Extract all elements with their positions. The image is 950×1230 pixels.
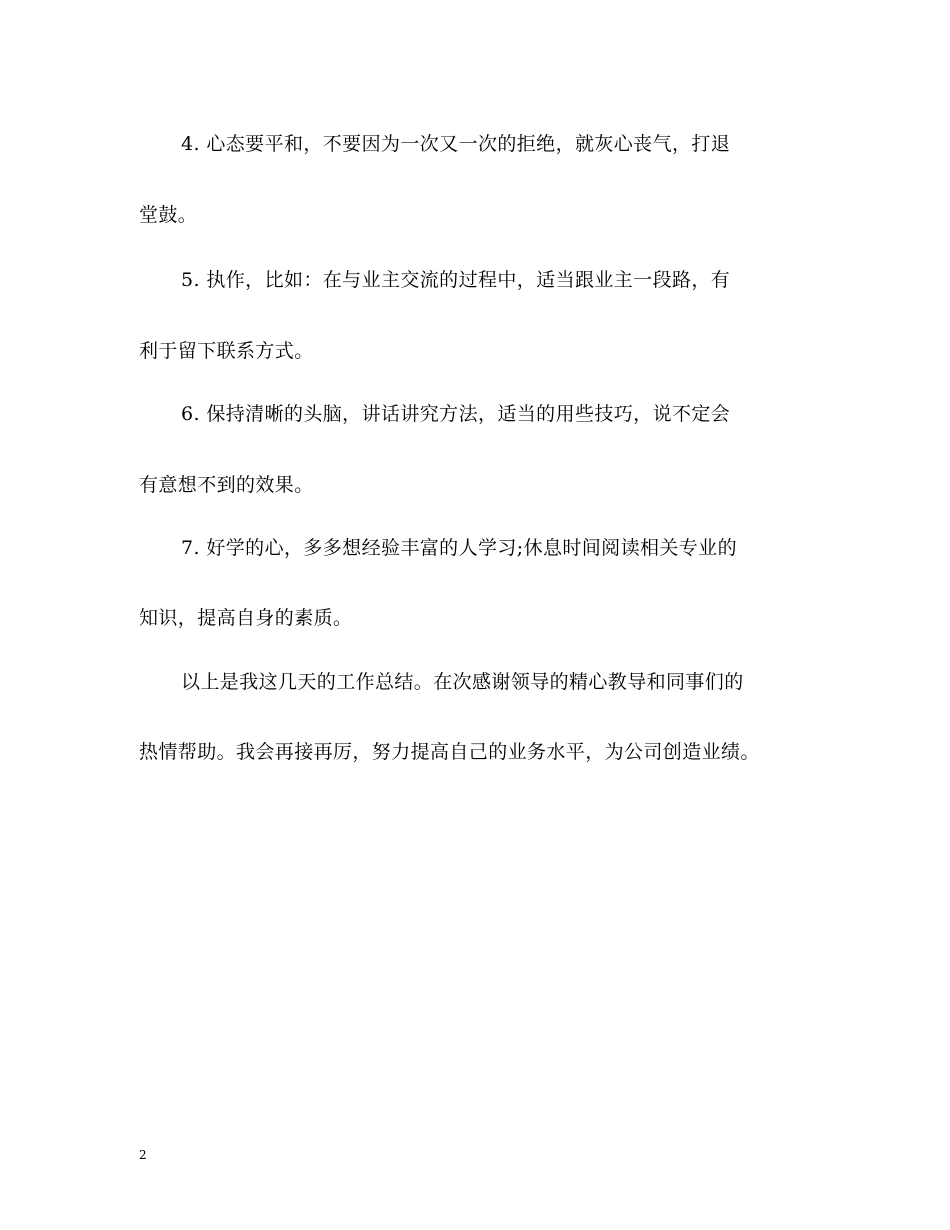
paragraph-6-line-1: 6. 保持清晰的头脑，讲话讲究方法，适当的用些技巧，说不定会	[181, 403, 731, 425]
page-number: 2	[139, 1148, 147, 1162]
summary-line-2: 热情帮助。我会再接再厉，努力提高自己的业务水平，为公司创造业绩。	[139, 741, 760, 763]
paragraph-6-line-2: 有意想不到的效果。	[139, 474, 314, 496]
paragraph-4-line-1: 4. 心态要平和，不要因为一次又一次的拒绝，就灰心丧气，打退	[181, 133, 731, 155]
paragraph-4-line-2: 堂鼓。	[139, 204, 198, 226]
paragraph-7-line-2: 知识，提高自身的素质。	[139, 607, 353, 629]
paragraph-5-line-1: 5. 执作，比如：在与业主交流的过程中，适当跟业主一段路，有	[181, 269, 731, 291]
summary-line-1: 以上是我这几天的工作总结。在次感谢领导的精心教导和同事们的	[181, 671, 744, 693]
paragraph-7-line-1: 7. 好学的心，多多想经验丰富的人学习;休息时间阅读相关专业的	[181, 537, 737, 559]
paragraph-5-line-2: 利于留下联系方式。	[139, 340, 314, 362]
